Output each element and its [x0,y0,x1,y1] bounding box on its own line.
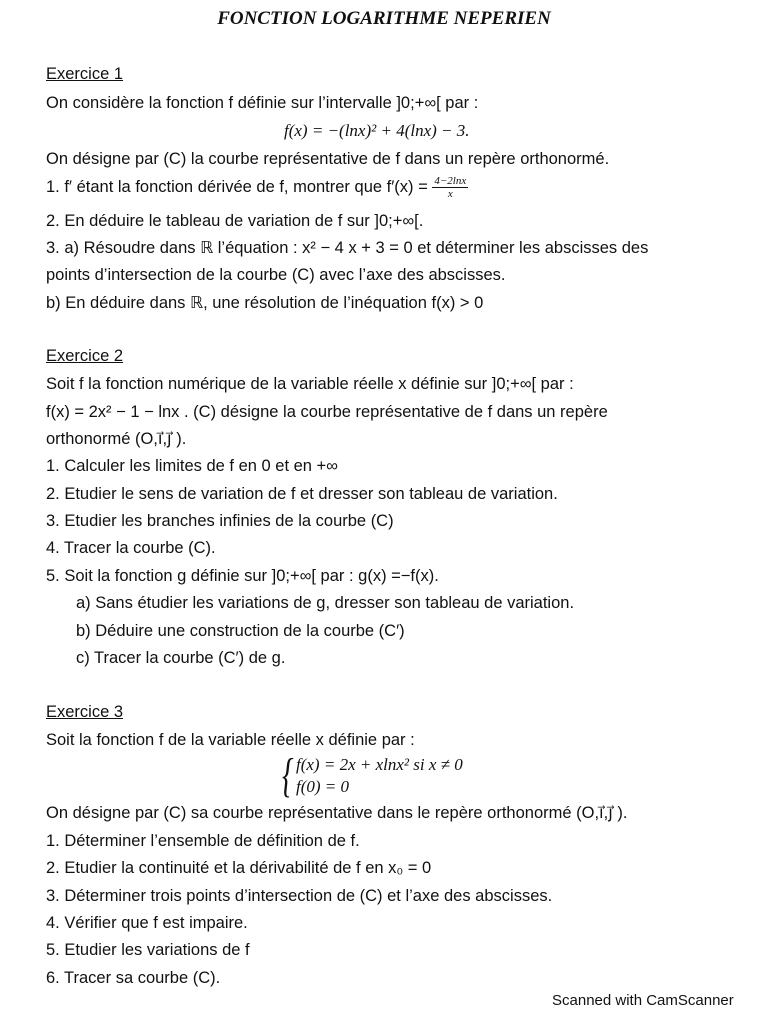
exercise-3-question-5: 5. Etudier les variations de f [46,941,250,959]
exercise-3-intro: Soit la fonction f de la variable réelle x définie par : [46,731,415,749]
brace-symbol: { [282,749,294,802]
exercise-1-question-3a: 3. a) Résoudre dans ℝ l’équation : x² − 4 x + 3 = 0 et déterminer les abscisses des [46,239,649,257]
exercise-2-question-1: 1. Calculer les limites de f en 0 et en +∞ [46,457,338,475]
piecewise-system [282,749,542,802]
exercise-1-heading: Exercice 1 [46,65,124,83]
exercise-3-question-2: 2. Etudier la continuité et la dérivabilité de f en x₀ = 0 [46,859,432,877]
exercise-1-formula: f(x) = −(lnx)² + 4(lnx) − 3. [284,121,470,140]
exercise-1-question-1 [46,175,468,200]
fraction-denominator: x [447,188,453,200]
system-line-2: f(0) = 0 [296,777,350,796]
exercise-3-question-3: 3. Déterminer trois points d’intersection de (C) et l’axe des abscisses. [46,887,553,905]
exercise-1-intro: On considère la fonction f définie sur l’intervalle ]0;+∞[ par : [46,94,479,112]
exercise-2-question-3: 3. Etudier les branches infinies de la courbe (C) [46,512,394,530]
exercise-3-question-1: 1. Déterminer l’ensemble de définition de f. [46,832,360,850]
exercise-2-question-5: 5. Soit la fonction g définie sur ]0;+∞[ par : g(x) =−f(x). [46,567,439,585]
derivative-fraction [432,175,468,200]
exercise-1-question-3a-cont: points d’intersection de la courbe (C) avec l’axe des abscisses. [46,266,506,284]
exercise-1-question-3b: b) En déduire dans ℝ, une résolution de l’inéquation f(x) > 0 [46,294,484,312]
fraction-numerator: 4−2lnx [434,175,467,187]
exercise-1-question-2: 2. En déduire le tableau de variation de f sur ]0;+∞[. [46,212,424,230]
exercise-3-question-4: 4. Vérifier que f est impaire. [46,914,248,932]
scanner-watermark: Scanned with CamScanner [552,992,734,1009]
exercise-1-curve-text: On désigne par (C) la courbe représentative de f dans un repère orthonormé. [46,150,610,168]
exercise-2-question-5b: b) Déduire une construction de la courbe (C′) [76,622,405,640]
exercise-3-question-6: 6. Tracer sa courbe (C). [46,969,221,987]
exercise-2-frame: orthonormé (O,i⃗,j⃗ ). [46,430,187,448]
exercise-2-function: f(x) = 2x² − 1 − lnx . (C) désigne la courbe représentative de f dans un repère [46,403,608,421]
exercise-2-question-2: 2. Etudier le sens de variation de f et dresser son tableau de variation. [46,485,558,503]
document-title: FONCTION LOGARITHME NEPERIEN [217,8,551,29]
exercise-2-question-4: 4. Tracer la courbe (C). [46,539,216,557]
exercise-2-question-5c: c) Tracer la courbe (C′) de g. [76,649,286,667]
exercise-3-curve-text: On désigne par (C) sa courbe représentative dans le repère orthonormé (O,i⃗,j⃗ ). [46,804,628,822]
exercise-2-intro: Soit f la fonction numérique de la variable réelle x définie sur ]0;+∞[ par : [46,375,574,393]
exercise-2-question-5a: a) Sans étudier les variations de g, dresser son tableau de variation. [76,594,575,612]
system-line-1: f(x) = 2x + xlnx² si x ≠ 0 [296,755,463,774]
question-1-text: 1. f′ étant la fonction dérivée de f, montrer que f′(x) = [46,177,428,196]
exercise-3-heading: Exercice 3 [46,703,124,721]
exercise-2-heading: Exercice 2 [46,347,124,365]
